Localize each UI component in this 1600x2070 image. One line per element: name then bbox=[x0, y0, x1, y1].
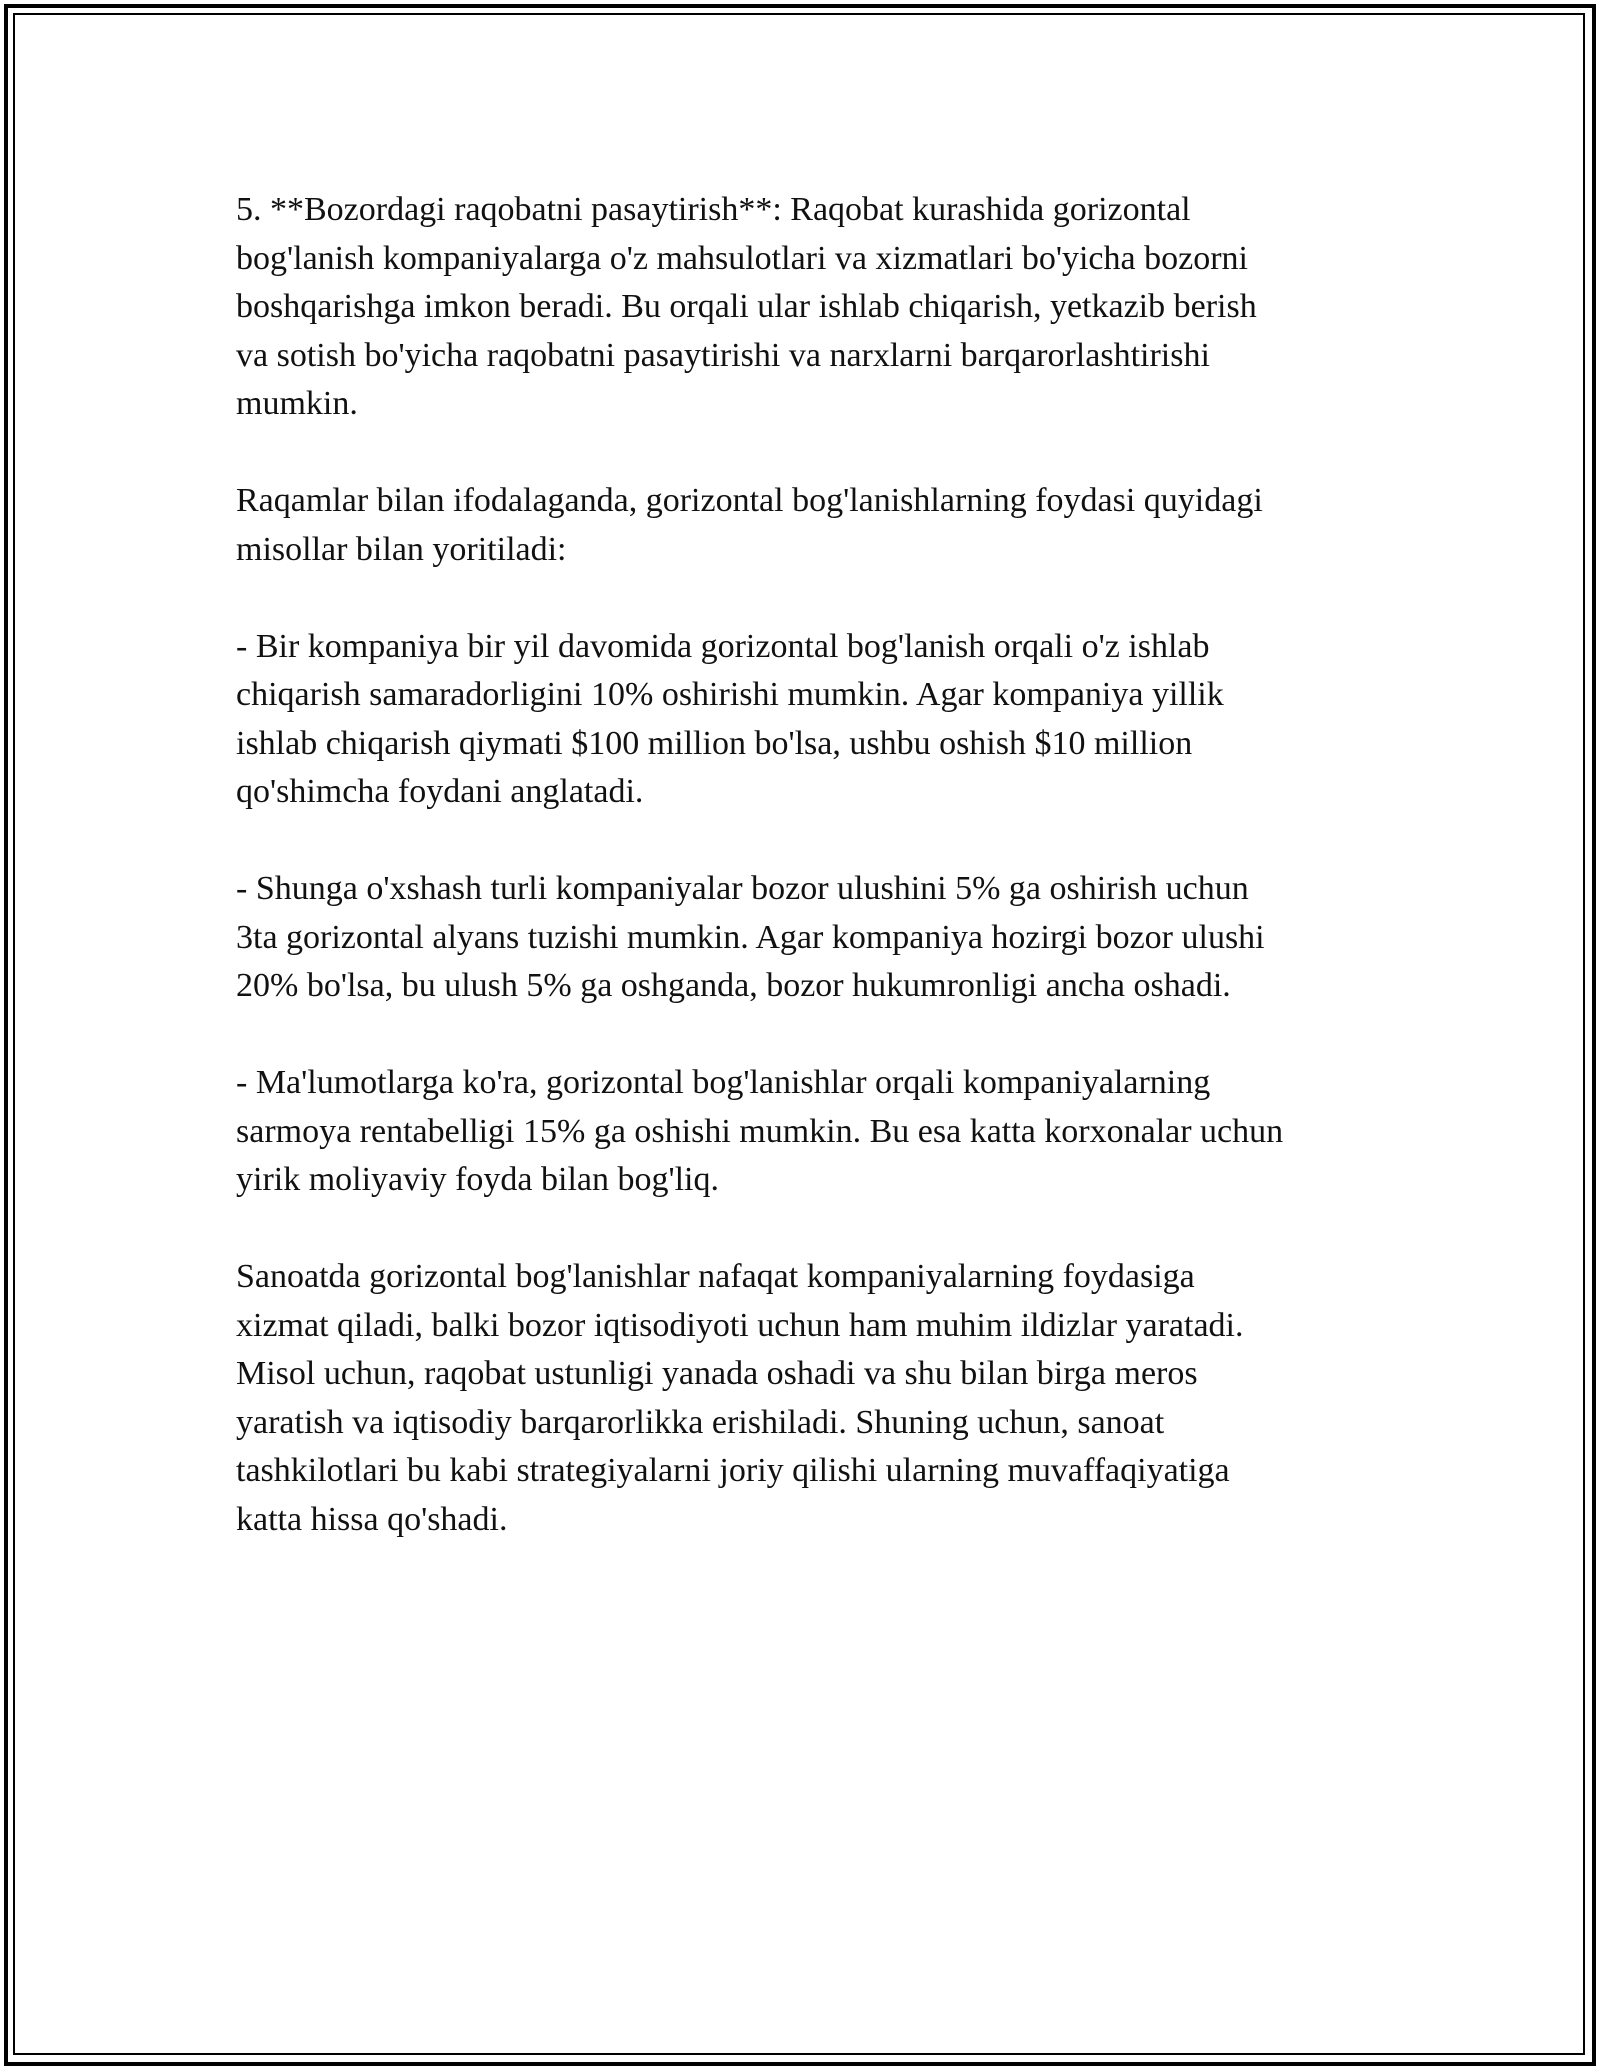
paragraph-example-investment-return: - Ma'lumotlarga ko'ra, gorizontal bog'lanishlar orqali kompaniyalarning sarmoya rentabelligi 15% ga oshishi mumkin. Bu esa katta korxonalar uchun yirik moliyaviy foyda bilan bog'liq. bbox=[236, 1064, 1284, 1198]
paragraph-numbers-intro: Raqamlar bilan ifodalaganda, gorizontal bog'lanishlarning foydasi quyidagi misollar bilan yoritiladi: bbox=[236, 482, 1263, 568]
paragraph-conclusion: Sanoatda gorizontal bog'lanishlar nafaqat kompaniyalarning foydasiga xizmat qiladi, balki bozor iqtisodiyoti uchun ham muhim ildizlar yaratadi. Misol uchun, raqobat ustunligi yanada oshadi va shu bilan birga meros yaratish va iqtisodiy barqarorlikka erishiladi. Shuning uchun, sanoat tashkilotlari bu kabi strategiyalarni joriy qilishi ularning muvaffaqiyatiga katta hissa qo'shadi. bbox=[236, 1258, 1244, 1538]
document-body bbox=[236, 186, 1386, 1593]
paragraph-competition-reduction: 5. **Bozordagi raqobatni pasaytirish**: Raqobat kurashida gorizontal bog'lanish kompaniyalarga o'z mahsulotlari va xizmatlari bo'yicha bozorni boshqarishga imkon beradi. Bu orqali ular ishlab chiqarish, yetkazib berish va sotish bo'yicha raqobatni pasaytirishi va narxlarni barqarorlashtirishi mumkin. bbox=[236, 191, 1257, 422]
paragraph-example-efficiency: - Bir kompaniya bir yil davomida gorizontal bog'lanish orqali o'z ishlab chiqarish samaradorligini 10% oshirishi mumkin. Agar kompaniya yillik ishlab chiqarish qiymati $100 million bo'lsa, ushbu oshish $10 million qo'shimcha foydani anglatadi. bbox=[236, 627, 1224, 810]
paragraph-example-market-share: - Shunga o'xshash turli kompaniyalar bozor ulushini 5% ga oshirish uchun 3ta gorizontal alyans tuzishi mumkin. Agar kompaniya hozirgi bozor ulushi 20% bo'lsa, bu ulush 5% ga oshganda, bozor hukumronligi ancha oshadi. bbox=[236, 870, 1265, 1004]
